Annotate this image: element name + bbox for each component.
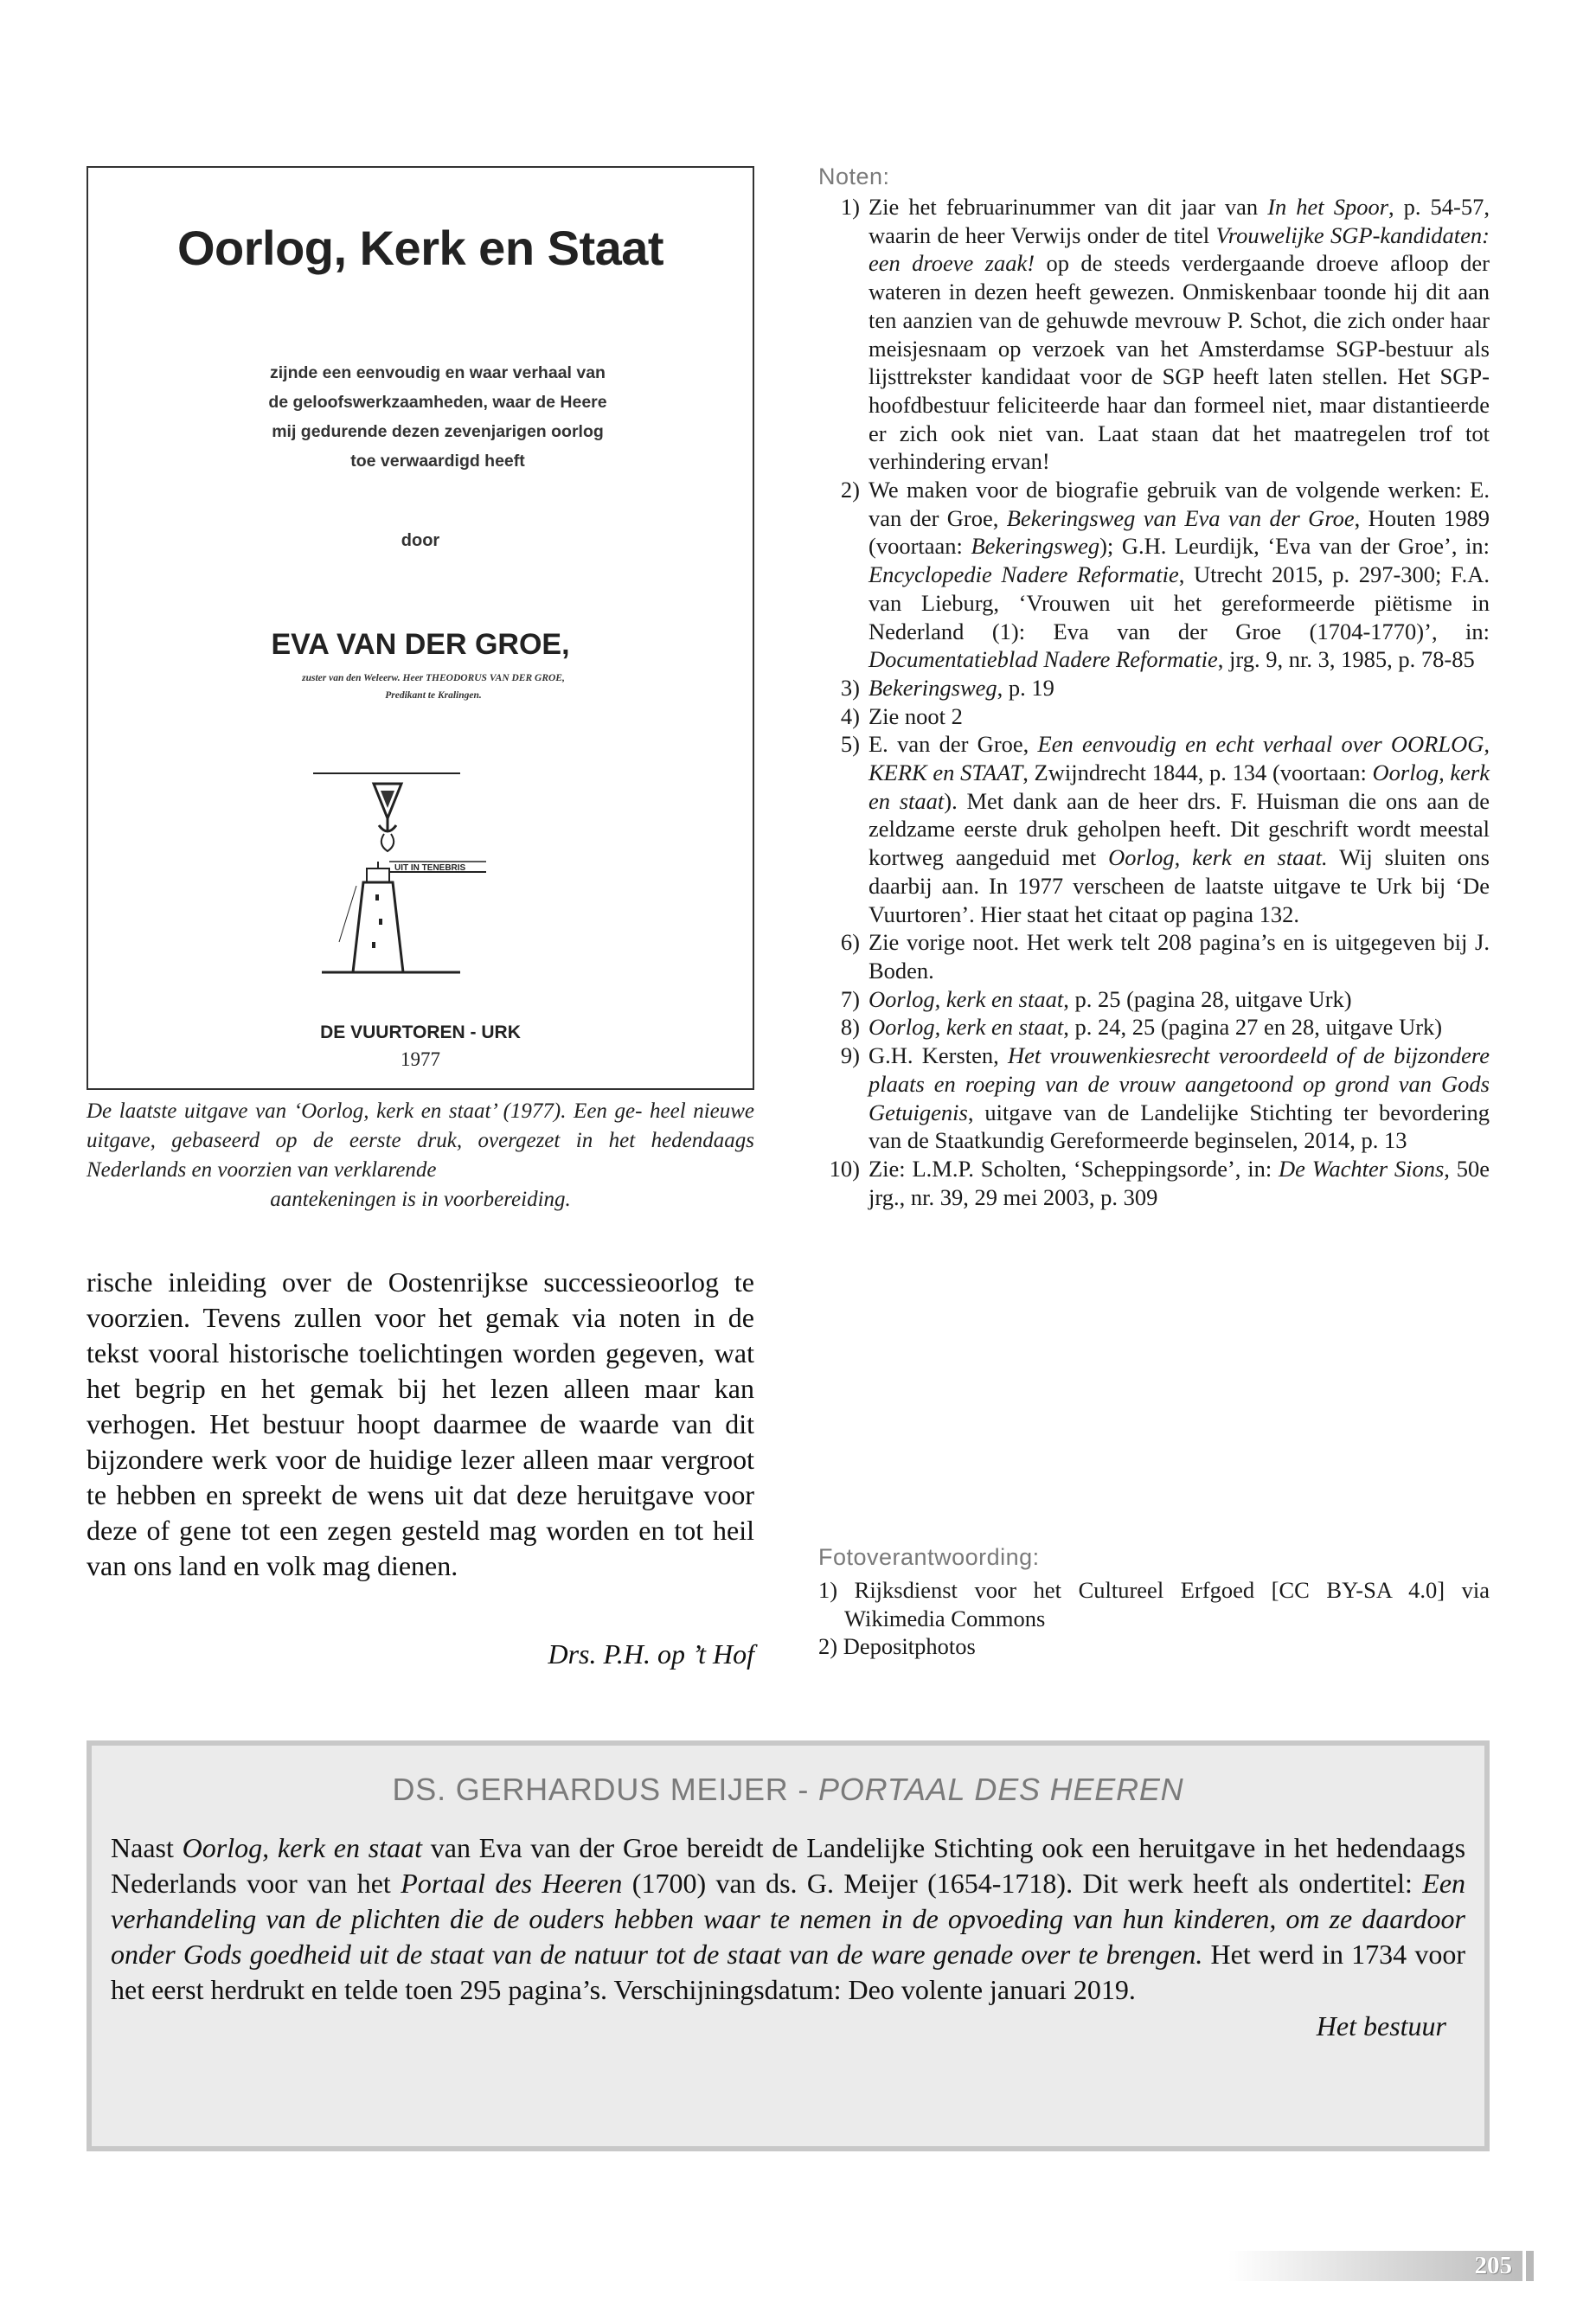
text-run: , 50e jrg., nr. 39, 29 mei 2003, p. 309 (869, 1155, 1490, 1210)
italic-text: Het vrouwenkiesrecht veroordeeld of de bijzondere plaats en roeping van de vrouw aangetoond op grond van Gods Getuigenis (869, 1042, 1490, 1125)
body-paragraph: rische inleiding over de Oostenrijkse successieoorlog te voorzien. Tevens zullen voor het gemak via noten in de tekst vooral historische toelichtingen worden gegeven, wat het begrip en het gemak bij het lezen alleen maar kan verhogen. Het bestuur hoopt daarmee de waarde van dit bijzondere werk voor de huidige lezer alleen maar vergroot te hebben en spreekt de wens uit dat deze heruitgave voor deze of gene tot een zegen gesteld mag worden en tot heil van ons land en volk mag dienen. (87, 1266, 754, 1581)
photo-credit-item: 1) Rijksdienst voor het Cultureel Erfgoed [CC BY-SA 4.0] via Wikimedia Commons (818, 1577, 1490, 1631)
cover-subtitle-line: mij gedurende dezen zevenjarigen oorlog (272, 422, 604, 441)
note-number: 4) (840, 702, 860, 729)
note-number: 1) (840, 194, 860, 220)
italic-text: Encyclopedie Nadere Reformatie (869, 561, 1179, 588)
figure-caption (87, 1097, 754, 1215)
italic-text: Portaal des Heeren (401, 1868, 623, 1899)
cover-title: Oorlog, Kerk en Staat (176, 221, 664, 275)
cover-subtitle (218, 358, 657, 476)
cover-author-sub-line: Predikant te Kralingen. (385, 690, 482, 701)
note-text (869, 1042, 1490, 1155)
cover-subtitle-line: zijnde een eenvoudig en waar verhaal van (270, 363, 606, 382)
text-run: E. van der Groe, (869, 731, 1038, 758)
announcement-title (92, 1772, 1484, 1808)
text-run: , Zwijndrecht 1844, p. 134 (voortaan: (1022, 760, 1373, 786)
text-run: , jrg. 9, nr. 3, 1985, p. 78-85 (1217, 646, 1475, 673)
italic-text: Oorlog, kerk en staat (869, 985, 1064, 1012)
note-item (818, 928, 1490, 984)
cover-subtitle-line: toe verwaardigd heeft (350, 452, 525, 471)
italic-text: Vrouwelijke SGP-kandidaten: een droeve zaak! (869, 221, 1490, 277)
italic-text: De Wachter Sions (1279, 1155, 1445, 1182)
note-item (818, 674, 1490, 702)
italic-text: In het Spoor (1267, 194, 1389, 220)
italic-text: Oorlog, kerk en staat (182, 1832, 422, 1863)
text-run: , Houten 1989 (voortaan: (869, 504, 1490, 560)
cover-author-subtitle (227, 670, 640, 704)
announcement-text (111, 1830, 1465, 2051)
note-number: 6) (840, 929, 860, 956)
text-run: Naast (111, 1832, 183, 1863)
photo-credits-list (818, 1576, 1490, 1661)
note-text (869, 702, 1490, 731)
note-item (818, 1042, 1490, 1155)
announcement-signature: Het bestuur (1316, 2010, 1446, 2041)
announcement-title-plain: DS. GERHARDUS MEIJER - (392, 1772, 818, 1807)
text-run: Zie het februarinummer van dit jaar van (869, 194, 1268, 220)
photo-credit-item: 2) Depositphotos (818, 1633, 976, 1660)
announcement-box (87, 1740, 1490, 2151)
caption-line: De laatste uitgave van ‘Oorlog, kerk en staat’ (1977). Een ge- (87, 1099, 643, 1123)
italic-text: Oorlog, kerk en staat. (1108, 844, 1328, 871)
text-run: , p. 19 (997, 674, 1054, 701)
photo-credits-heading: Fotoverantwoording: (818, 1544, 1040, 1570)
note-number: 2) (840, 477, 860, 503)
text-run: , p. 24, 25 (pagina 27 en 28, uitgave Urk) (1063, 1014, 1443, 1041)
note-text (869, 1155, 1490, 1211)
lighthouse-icon (322, 862, 486, 972)
note-item (818, 730, 1490, 928)
cover-publisher: DE VUURTOREN - URK (320, 1022, 521, 1042)
note-number: 7) (840, 985, 860, 1012)
text-run: We maken voor de biografie gebruik van de volgende werken: E. van der Groe, (869, 477, 1490, 531)
announcement-paragraph (111, 1830, 1465, 2008)
cover-author-sub-line: zuster van den Weleerw. Heer THEODORUS VAN DER GROE, (302, 673, 565, 683)
caption-line: in het hedendaags Nederlands en voorzien van verklarende (87, 1129, 754, 1182)
note-number: 8) (840, 1014, 860, 1041)
note-item (818, 193, 1490, 476)
italic-text: Oorlog, kerk en staat (869, 760, 1490, 814)
note-item (818, 476, 1490, 674)
caption-line: heel nieuwe uitgave, gebaseerd op de eerste druk, overgezet (87, 1099, 755, 1152)
note-text (869, 985, 1490, 1014)
text-run: , Utrecht 2015, p. 297-300; F.A. van Lieburg, ‘Vrouwen uit het gereformeerde piëtisme in Nederland (1): Eva van der Groe (1704-1770)’, in: (869, 561, 1490, 644)
note-text (869, 730, 1490, 928)
italic-text: Oorlog, kerk en staat (869, 1014, 1064, 1041)
note-item (818, 985, 1490, 1014)
note-item (818, 702, 1490, 731)
lighthouse-banner-text: UIT IN TENEBRIS (394, 863, 466, 873)
text-run: , p. 54-57, waarin de heer Verwijs onder de titel (869, 194, 1490, 248)
text-run: ). Met dank aan de heer drs. F. Huisman die ons aan de zeldzame eerste druk geholpen heeft. Dit geschrift wordt meestal kortweg aangeduid met (869, 787, 1490, 871)
cover-by: door (401, 531, 440, 550)
lighthouse-emblem (304, 765, 555, 990)
article-signature: Drs. P.H. op ’t Hof (548, 1638, 754, 1670)
note-item (818, 1013, 1490, 1042)
note-text (869, 476, 1490, 674)
cover-author: EVA VAN DER GROE, (271, 628, 570, 661)
page-number-bar-end (1526, 2251, 1534, 2281)
cover-year: 1977 (401, 1048, 440, 1070)
text-run: Zie vorige noot. Het werk telt 208 pagina’s en is uitgegeven bij J. Boden. (869, 929, 1490, 984)
note-number: 5) (840, 731, 860, 758)
text-run: op de steeds verdergaande droeve afloop der wateren in dezen heeft gewezen. Onmiskenbaar toonde hij dit aan ten aanzien van de gehuwde mevrouw P. Schot, die zich onder haar meisjesnaam op verzoek van het Amsterdamse SGP-bestuur als lijsttrekster kandidaat voor de SGP heeft laten stellen. Het SGP-hoofdbestuur feliciteerde haar dan formeel niet, maar distantieerde er zich ook niet van. Laat staan dat het maatregelen trof tot verhindering ervan! (869, 250, 1490, 475)
note-text (869, 674, 1490, 702)
text-run: , p. 25 (pagina 28, uitgave Urk) (1063, 985, 1352, 1012)
note-text (869, 193, 1490, 476)
text-run: (1700) van ds. G. Meijer (1654-1718). Dit werk heeft als ondertitel: (622, 1868, 1423, 1899)
page-number-bar (1228, 2251, 1522, 2281)
text-run: Zie: L.M.P. Scholten, ‘Scheppingsorde’, in: (869, 1155, 1279, 1182)
book-cover-image (87, 166, 754, 1090)
italic-text: Een verhandeling van de plichten die de ouders hebben waar te nemen in de opvoeding van hun kinderen, om ze daardoor onder Gods goedheid uit de staat van de natuur tot de staat van de ware genade over te brengen. (111, 1868, 1466, 1970)
text-run: van Eva van der Groe bereidt de Landelijke Stichting ook een heruitgave in het hedendaags Nederlands voor van het (111, 1832, 1466, 1899)
note-text (869, 1013, 1490, 1042)
note-number: 9) (840, 1042, 860, 1069)
caption-line: aantekeningen is in voorbereiding. (270, 1188, 571, 1211)
italic-text: Documentatieblad Nadere Reformatie (869, 646, 1218, 673)
italic-text: Bekeringsweg (971, 533, 1100, 560)
notes-heading: Noten: (818, 163, 890, 189)
text-run: Zie noot 2 (869, 702, 963, 729)
anchor-heart-icon (374, 784, 401, 851)
note-number: 10) (829, 1155, 860, 1182)
notes-list (818, 193, 1490, 1211)
text-run: ); G.H. Leurdijk, ‘Eva van der Groe’, in: (1099, 533, 1490, 560)
text-run: Wij sluiten ons daarbij aan. In 1977 verscheen de laatste uitgave te Urk bij ‘De Vuurtoren’. Hier staat het citaat op pagina 132. (869, 844, 1490, 927)
page-number: 205 (1474, 2252, 1512, 2279)
cover-subtitle-line: de geloofswerkzaamheden, waar de Heere (268, 393, 607, 412)
italic-text: Een eenvoudig en echt verhaal over OORLOG, KERK en STAAT (869, 731, 1490, 786)
italic-text: Bekeringsweg van Eva van der Groe (1006, 504, 1355, 531)
italic-text: Bekeringsweg (869, 674, 997, 701)
text-run: Het werd in 1734 voor het eerst herdrukt en telde toen 295 pagina’s. Verschijningsdatum: Deo volente januari 2019. (111, 1939, 1466, 2005)
text-run: G.H. Kersten, (869, 1042, 1009, 1069)
note-number: 3) (840, 674, 860, 701)
note-text (869, 928, 1490, 984)
text-run: , uitgave van de Landelijke Stichting ter bevordering van de Staatkundig Gereformeerde beginselen, 2014, p. 13 (869, 1099, 1490, 1154)
announcement-title-italic: PORTAAL DES HEEREN (817, 1772, 1184, 1807)
note-item (818, 1155, 1490, 1211)
